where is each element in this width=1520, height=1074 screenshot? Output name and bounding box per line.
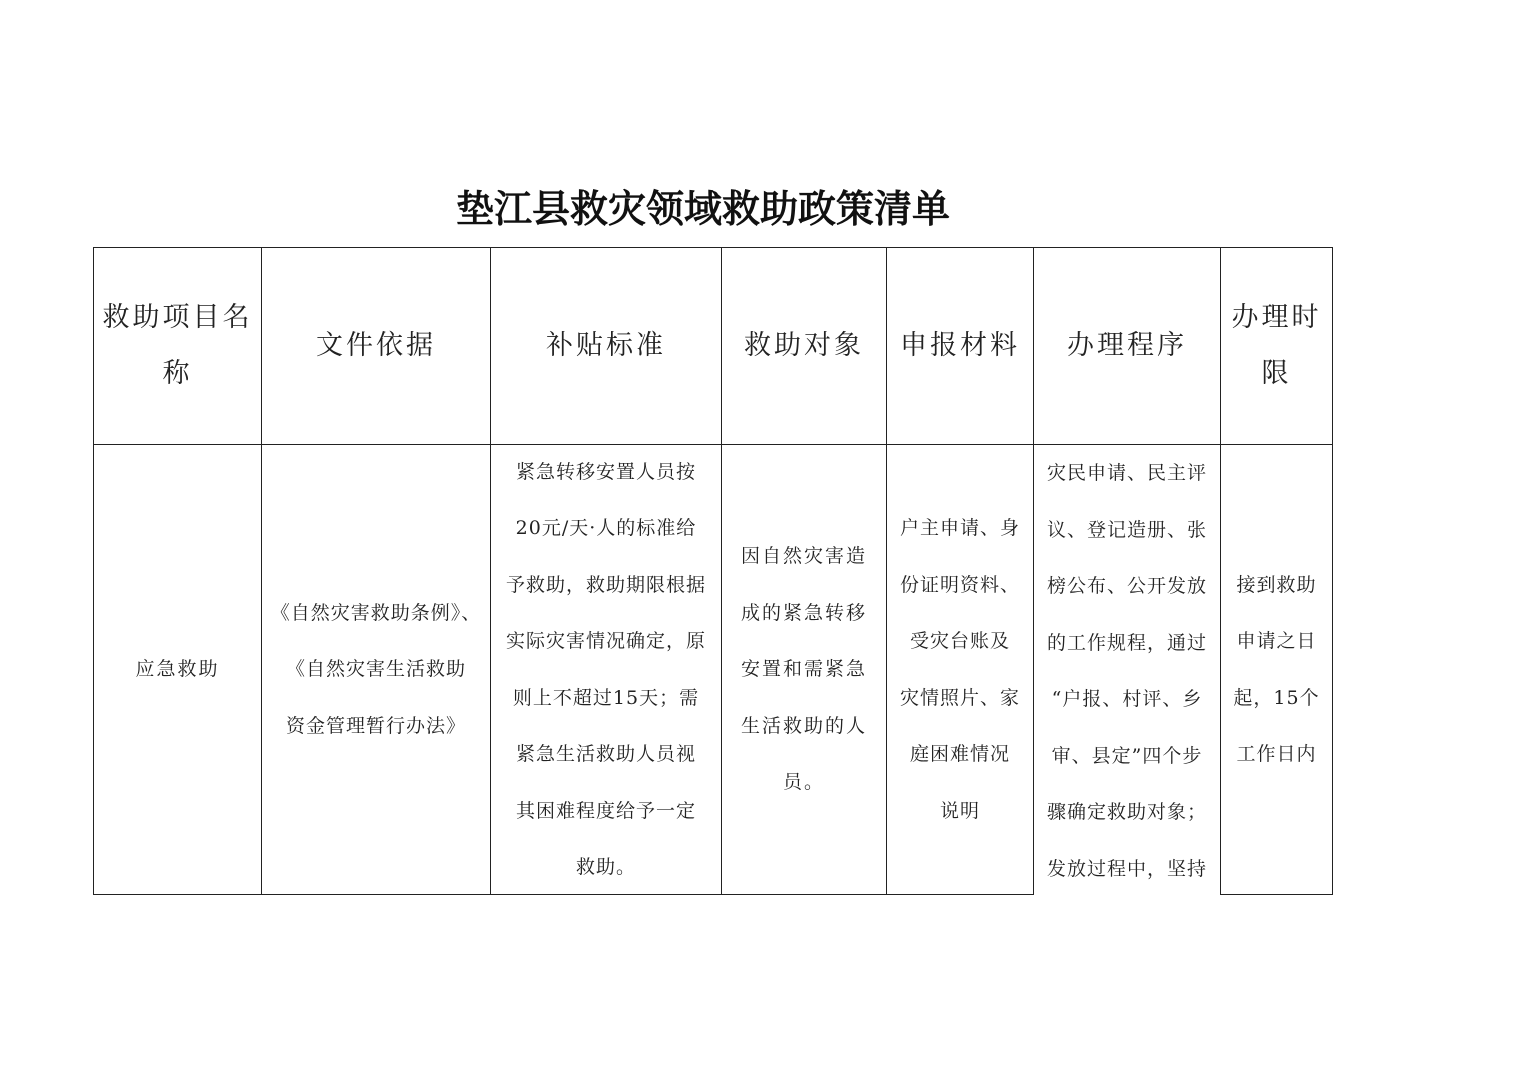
time-limit-value: 接到救助 申请之日 起，15个 工作日内 <box>1233 573 1320 765</box>
header-subsidy: 补贴标准 <box>546 330 666 361</box>
header-cell-project-name <box>93 247 261 444</box>
row-cell-subsidy <box>490 444 721 895</box>
header-basis: 文件依据 <box>316 330 436 361</box>
target-value: 因自然灾害造 成的紧急转移 安置和需紧急 生活救助的人 员。 <box>740 545 867 794</box>
row-cell-materials <box>886 444 1033 895</box>
header-cell-procedure <box>1033 247 1220 444</box>
row-cell-target <box>721 444 886 895</box>
basis-value: 《自然灾害救助条例》、 《自然灾害生活救助 资金管理暂行办法》 <box>270 601 482 737</box>
header-cell-time-limit <box>1220 247 1333 444</box>
row-cell-project-name <box>93 444 261 895</box>
procedure-value: 灾民申请、民主评 议、登记造册、张 榜公布、公开发放 的工作规程，通过 “户报、村评、乡 审、县定”四个步 骤确定救助对象； 发放过程中，坚持 <box>1046 462 1207 880</box>
policy-table <box>93 247 1333 895</box>
header-materials: 申报材料 <box>900 330 1020 361</box>
row-cell-time-limit <box>1220 444 1333 895</box>
subsidy-value: 紧急转移安置人员按 20元/天·人的标准给 予救助，救助期限根据 实际灾害情况确定，原 则上不超过15天；需 紧急生活救助人员视 其困难程度给予一定 救助。 <box>505 460 706 878</box>
header-target: 救助对象 <box>744 330 864 361</box>
row-cell-basis <box>261 444 490 895</box>
project-name-value: 应急救助 <box>135 658 220 681</box>
header-cell-materials <box>886 247 1033 444</box>
header-procedure: 办理程序 <box>1067 330 1187 361</box>
header-cell-subsidy <box>490 247 721 444</box>
document-title: 垫江县救灾领域救助政策清单 <box>456 186 951 231</box>
row-cell-procedure <box>1033 444 1220 895</box>
header-time-limit: 办理时 限 <box>1231 302 1322 389</box>
materials-value: 户主申请、身 份证明资料、 受灾台账及 灾情照片、家 庭困难情况 说明 <box>899 517 1020 822</box>
header-cell-basis <box>261 247 490 444</box>
header-cell-target <box>721 247 886 444</box>
header-project-name: 救助项目名 称 <box>102 302 253 389</box>
